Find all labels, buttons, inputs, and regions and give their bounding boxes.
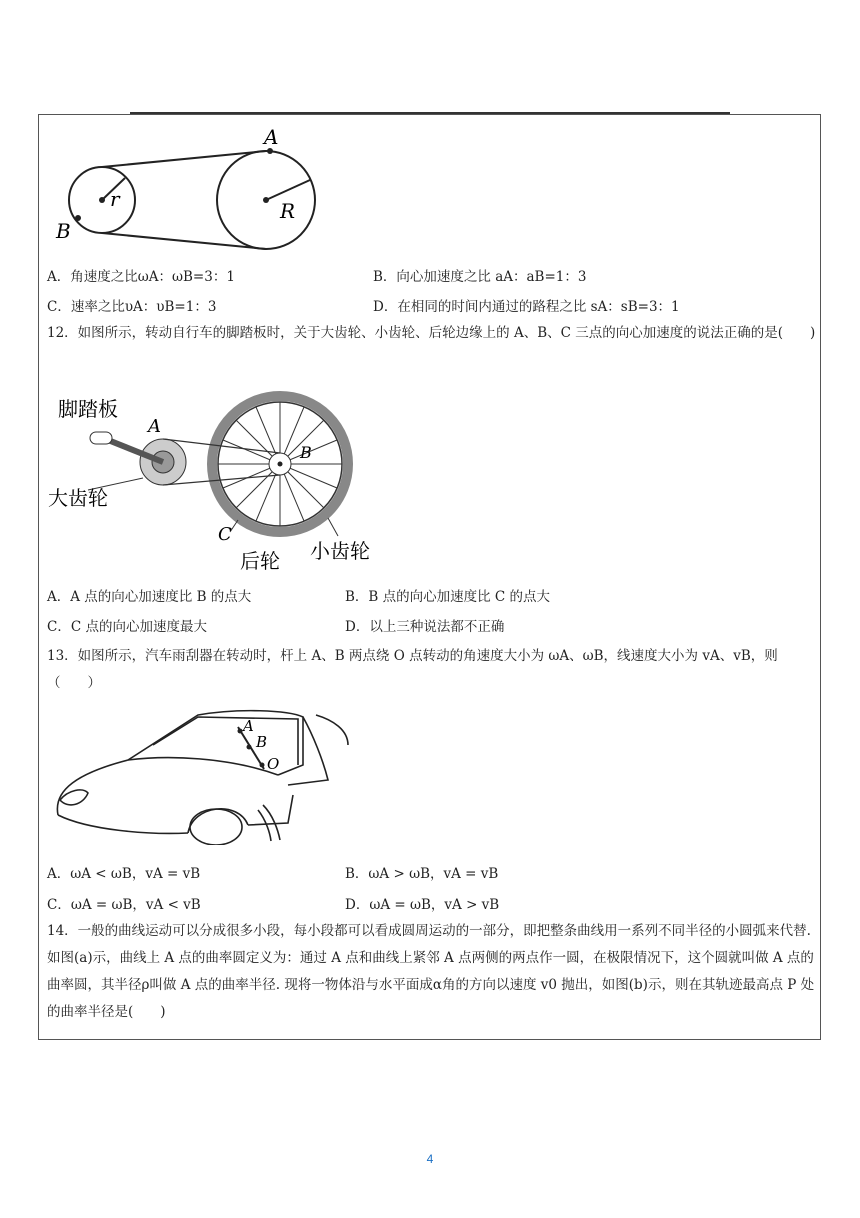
- q12-option-b: B．B 点的向心加速度比 C 的点大: [345, 589, 551, 605]
- label-big-gear: 大齿轮: [48, 486, 108, 510]
- q13-option-a: A．ωA < ωB，vA = vB: [47, 866, 201, 882]
- label-B: B: [256, 733, 268, 751]
- label-B: B: [56, 219, 71, 243]
- q12-option-d: D．以上三种说法都不正确: [345, 619, 505, 635]
- label-pedal: 脚踏板: [58, 397, 118, 421]
- q11-option-b: B．向心加速度之比 aA：aB=1：3: [373, 269, 587, 285]
- label-C: C: [218, 524, 232, 545]
- q11-option-d: D．在相同的时间内通过的路程之比 sA：sB=3：1: [373, 299, 680, 315]
- pulley-figure: [48, 120, 328, 250]
- label-r: r: [110, 187, 120, 211]
- label-A: A: [243, 717, 254, 735]
- q12-stem: 12．如图所示，转动自行车的脚踏板时，关于大齿轮、小齿轮、后轮边缘上的 A、B、C 三点的向心加速度的说法正确的是( ): [47, 325, 816, 341]
- q11-option-c: C．速率之比υA：υB=1：3: [47, 299, 217, 315]
- label-small-gear: 小齿轮: [310, 539, 370, 563]
- q13-stem: 13．如图所示，汽车雨刮器在转动时，杆上 A、B 两点绕 O 点转动的角速度大小为 ωA、ωB，线速度大小为 vA、vB，则（ ）: [47, 648, 778, 691]
- car-wiper-figure: [48, 705, 353, 845]
- q14-stem: 14．一般的曲线运动可以分成很多小段，每小段都可以看成圆周运动的一部分，即把整条曲线用一系列不同半径的小圆弧来代替. 如图(a)示，曲线上 A 点的曲率圆定义为：通过 A 点和曲线上紧邻 A 点两侧的两点作一圆，在极限情况下，这个圆就叫做 A 点的曲率圆，其半径ρ叫做 A 点的曲率半径. 现将一物体沿与水平面成α角的方向以速度 v0 抛出，如图(b)示，则在其轨迹最高点 P 处的曲率半径是( ): [47, 923, 815, 1020]
- bicycle-figure: [48, 390, 388, 580]
- page-number: 4: [426, 1152, 434, 1166]
- q13-option-d: D．ωA = ωB，vA > vB: [345, 897, 500, 913]
- label-A: A: [264, 125, 279, 149]
- label-R: R: [280, 199, 296, 223]
- label-O: O: [267, 755, 280, 773]
- label-A: A: [148, 416, 161, 437]
- q13-option-b: B．ωA > ωB，vA = vB: [345, 866, 499, 882]
- label-B: B: [300, 443, 312, 462]
- label-rear-wheel: 后轮: [240, 549, 280, 573]
- q13-option-c: C．ωA = ωB，vA < vB: [47, 897, 201, 913]
- q12-option-c: C．C 点的向心加速度最大: [47, 619, 207, 635]
- q12-option-a: A．A 点的向心加速度比 B 的点大: [47, 589, 252, 605]
- q11-option-a: A．角速度之比ωA：ωB=3：1: [47, 269, 235, 285]
